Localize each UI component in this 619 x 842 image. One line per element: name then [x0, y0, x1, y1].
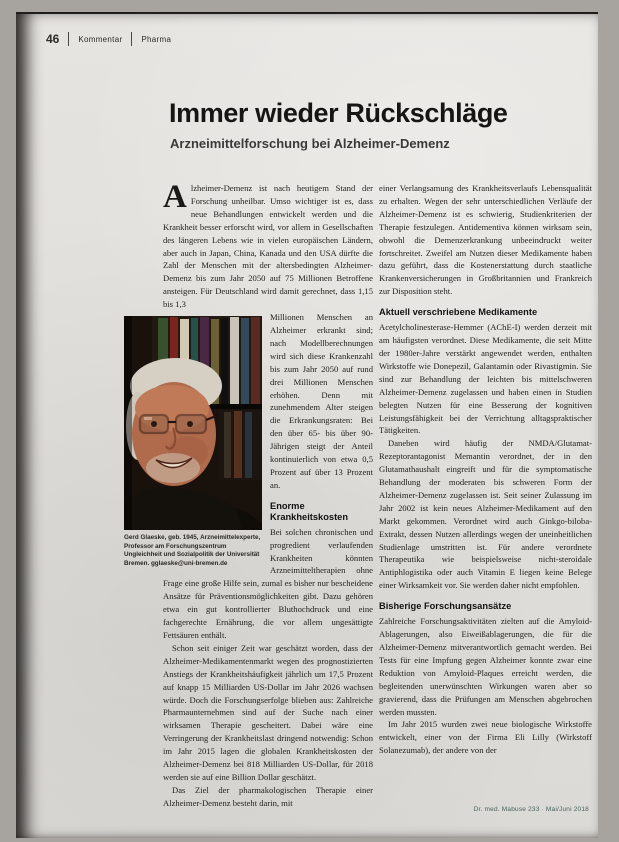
photo-caption: Gerd Glaeske, geb. 1945, Arzneimittelexperte, Professor am Forschungszentrum Ungleichheit und Sozialpolitik der Universität Bremen. gglaeske@uni-bremen.de	[124, 534, 261, 567]
header-divider	[68, 32, 69, 46]
article-columns	[116, 179, 592, 810]
section-heading-kosten: Enorme Krankheitskosten	[270, 500, 349, 522]
paragraph-medikamente-2: Daneben wird häufig der NMDA/Glutamat-Rezeptorantagonist Memantin verordnet, der in den Glutamathaushalt eingreift und für die symptomatische Behandlung der moderaten bis schweren Form der Alzheimer-Demenz zugelassen ist. Seit seiner Zulassung im Jahr 2002 ist kein neues Alzheimer-Medikament auf den Markt gekommen. Verordnet wird auch Ginkgo-biloba-Extrakt, dessen Nutzen allerdings wegen der uneinheitlichen Studienlage umstritten ist. Für andere verordnete Therapeutika wie beispielsweise nicht-steroidale Antiphlogistika oder auch Vitamin E liegen keine Belege einer Wirksamkeit vor. Sie werden daher nicht empfohlen.	[379, 438, 592, 591]
dropcap-letter: A	[163, 179, 187, 215]
header-divider	[131, 32, 132, 46]
paragraph-forschung-2: Im Jahr 2015 wurden zwei neue biologische Wirkstoffe entwickelt, einer von der Firma Eli Lilly (Wirkstoff Solanezumab), der andere von der	[379, 719, 592, 756]
paragraph-kosten-2: Schon seit einiger Zeit war geschätzt worden, dass der Alzheimer-Medikamentenmarkt wegen des prognostizierten Anstiegs der Krankheitshäufigkeit jährlich um 17,5 Prozent auf knapp 15 Milliarden US-Dollar im Jahr 2026 wachsen würde. Doch die Forschungserfolge blieben aus: Zahlreiche Pharmaunternehmen sind auf der Suche nach einer wirksamen Therapie gescheitert. Dabei wäre eine Verringerung der Krankheitslast dringend notwendig: Schon im Jahr 2015 lagen die globalen Krankheitskosten der Alzheimer-Demenz bei 818 Milliarden US-Dollar, für 2018 werden sie auf eine Billion Dollar geschätzt.	[163, 642, 373, 782]
page-number: 46	[46, 32, 60, 46]
article-subtitle: Arzneimittelforschung bei Alzheimer-Demenz	[170, 136, 450, 151]
paragraph-verlauf: einer Verlangsamung des Krankheitsverlaufs Lebensqualität zu erhalten. Wegen der sehr unterschiedlichen Verläufe der Alzheimer-Demenz ist es schwierig, Studienkriterien der Therapie festzulegen. Antidementiva können wirksam sein, obwohl die Demenzerkrankung unbeeindruckt weiter fortschreitet. Zweifel am Nutzen dieser Medikamente haben dazu geführt, dass die Kostenerstattung durch staatliche Krankenversicherungen in Großbritannien und Frankreich zur Disposition steht.	[379, 183, 592, 297]
column-right	[379, 182, 592, 810]
paragraph-intro-text: lzheimer-Demenz ist nach heutigem Stand der Forschung unheilbar. Umso wichtiger ist es, dass neue Behandlungen entwickelt werden und die Krankheit besser erforscht wird, vor allem in Gesellschaften des längeren Lebens wie in vielen europäischen Ländern, aber auch in Japan, China, Kanada und den USA dürfte die Zahl der Menschen mit der altersbedingten Alzheimer-Demenz bis zum Jahr 2050 auf 75 Millionen Betroffene ansteigen. Für Deutschland wird damit gerechnet, dass 1,15 bis 1,3	[163, 183, 373, 310]
article-title-block	[169, 98, 589, 151]
header-topic-label: Pharma	[141, 34, 172, 44]
paragraph-intro	[163, 179, 373, 311]
paragraph-prevalence: Millionen Menschen an Alzheimer erkrankt sind; nach Modellberechnungen wird sich diese Krankenzahl bis zum Jahr 2050 auf rund drei Millionen Menschen erhöhen. Denn mit zunehmendem Alter steigen die Erkrankungsraten: Bei den über 65- bis über 90-Jährigen steigt der Anteil kontinuierlich von etwa 0,5 Prozent auf über 13 Prozent an.	[270, 312, 373, 490]
paragraph-medikamente-1: Acetylcholinesterase-Hemmer (AChE-I) werden derzeit mit am häufigsten verordnet. Diese Medikamente, die seit Mitte der 1980er-Jahre verstärkt angewendet werden, enthalten Wirkstoffe wie Donepezil, Galantamin oder Rivastigmin. Sie sind zur Behandlung der leichten bis mittelschweren Alzheimer-Demenz zugelassen und haben einen in Studien belegten Nutzen für eine Besserung der kognitiven Leistungsfähigkeit bei der Verrichtung alltagspraktischer Tätigkeiten.	[379, 322, 592, 436]
portrait-illustration	[124, 316, 262, 530]
page-sheet	[16, 12, 598, 838]
paragraph-forschung-1: Zahlreiche Forschungsaktivitäten zielten auf die Amyloid-Ablagerungen, also Eiweißablagerungen, die für die Alzheimer-Demenz mitverantwortlich gemacht werden. Bei Tests für eine Impfung gegen Alzheimer konnte zwar eine Reduktion von Amyloid-Plaques erreicht werden, die begleitenden unerwünschten Wirkungen waren aber so gravierend, dass die Prüfungen am Menschen abgebrochen werden mussten.	[379, 616, 592, 717]
author-photo	[116, 316, 262, 530]
section-heading-forschung: Bisherige Forschungsansätze	[379, 601, 512, 612]
paragraph-kosten-3: Das Ziel der pharmakologischen Therapie einer Alzheimer-Demenz besteht darin, mit	[163, 784, 373, 808]
section-heading-medikamente: Aktuell verschriebene Medikamente	[379, 307, 538, 318]
photo-credit: Foto: privat	[116, 490, 123, 526]
journal-footer: Dr. med. Mabuse 233 · Mai/Juni 2018	[473, 806, 589, 813]
paragraph-kosten-1: Bei solchen chronischen und progredient verlaufenden Krankheiten könnten Arzneimitteltherapien ohne Frage eine große Hilfe sein, zumal es bisher nur bescheidene Ansätze für Präventionsmöglichkeiten gibt. Dazu gehören etwa ein gut kontrollierter Bluthochdruck und eine fachgerechte Ernährung, die vor allem ungesättigte Fettsäuren enthält.	[163, 526, 373, 640]
page-header	[46, 32, 171, 46]
author-portrait-figure	[116, 316, 262, 568]
column-left	[116, 179, 373, 810]
article-title: Immer wieder Rückschläge	[169, 98, 508, 128]
header-section-label: Kommentar	[78, 34, 123, 44]
